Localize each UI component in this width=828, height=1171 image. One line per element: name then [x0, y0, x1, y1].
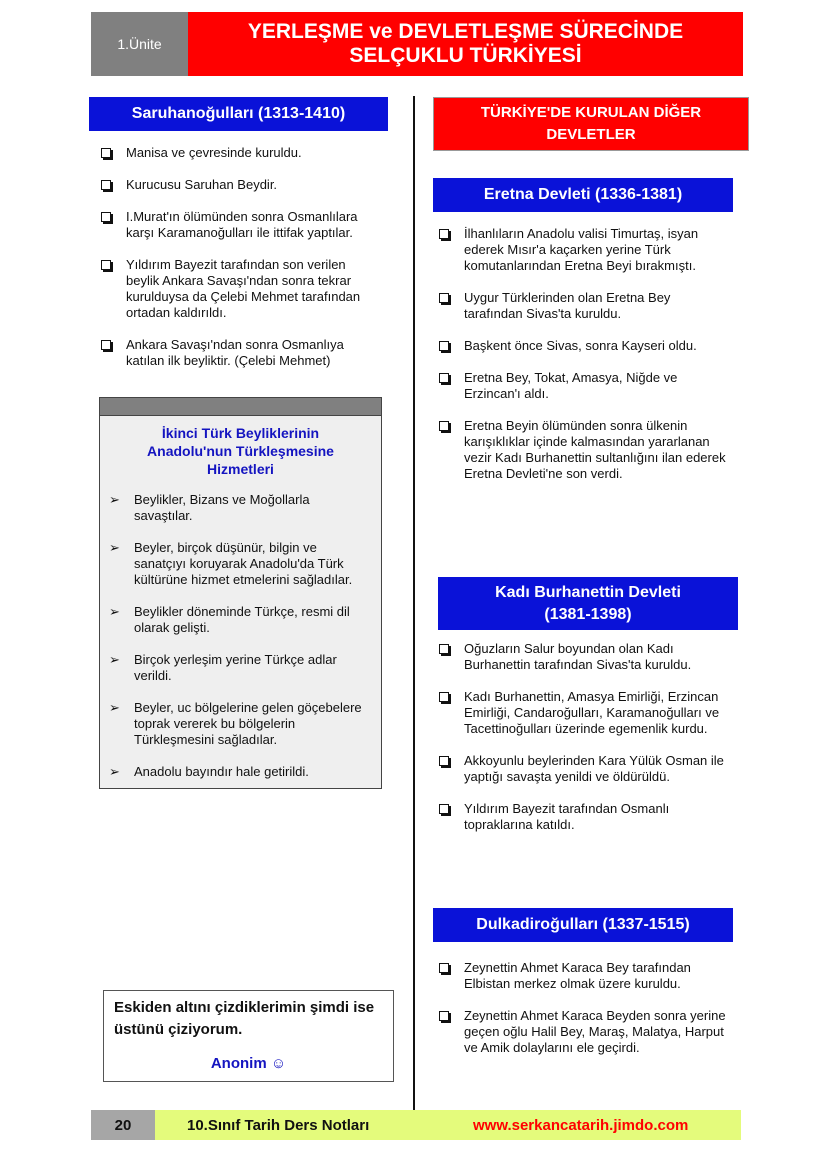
arrow-bullet-icon: ➢ [109, 764, 120, 779]
title-line-1: YERLEŞME ve DEVLETLEŞME SÜRECİNDE [247, 20, 684, 43]
kadi-title-2: (1381-1398) [544, 605, 632, 623]
list-item [430, 960, 730, 992]
checkbox-bullet-icon [439, 341, 449, 351]
kadi-heading [438, 577, 738, 630]
unit-label: 1.Ünite [91, 12, 188, 76]
services-heading: İkinci Türk Beyliklerinin Anadolu'nun Türkleşmesine Hizmetleri [147, 425, 334, 477]
list-item-text: Eretna Beyin ölümünden sonra ülkenin karışıklıklar içinde kalmasından yararlanan vezir Kadı Burhanettin sultanlığını ilan ederek Eretna Devleti'ne son verdi. [464, 418, 726, 481]
column-divider [413, 96, 415, 1111]
list-item-text: Beyler, uc bölgelerine gelen göçebelere toprak vererek bu bölgelerin Türkleşmesini sağladılar. [134, 700, 362, 747]
saruhan-heading: Saruhanoğulları (1313-1410) [89, 97, 388, 131]
list-item [430, 1008, 730, 1056]
list-item-text: Beylikler, Bizans ve Moğollarla savaştılar. [134, 492, 310, 523]
website-link[interactable]: www.serkancatarih.jimdo.com [473, 1117, 689, 1134]
list-item-text: Kadı Burhanettin, Amasya Emirliği, Erzincan Emirliği, Candaroğulları, Karamanoğulları ve Tacettinoğulları üzerinde egemenlik kurdu. [464, 689, 720, 736]
list-item [92, 209, 382, 241]
checkbox-bullet-icon [101, 148, 111, 158]
list-item-text: I.Murat'ın ölümünden sonra Osmanlılara karşı Karamanoğulları ile ittifak yaptılar. [126, 209, 358, 240]
list-item [430, 418, 730, 482]
list-item-text: Zeynettin Ahmet Karaca Bey tarafından Elbistan merkez olmak üzere kuruldu. [464, 960, 691, 991]
list-item [100, 764, 371, 780]
quote-author: Anonim ☺ [210, 1055, 287, 1072]
quote-box [103, 990, 394, 1082]
checkbox-bullet-icon [439, 644, 449, 654]
list-item [100, 652, 371, 684]
kadi-title-1: Kadı Burhanettin Devleti [495, 583, 681, 601]
eretna-list [430, 226, 730, 498]
list-item-text: Eretna Bey, Tokat, Amasya, Niğde ve Erzincan'ı aldı. [464, 370, 678, 401]
checkbox-bullet-icon [101, 180, 111, 190]
list-item [92, 257, 382, 321]
checkbox-bullet-icon [439, 804, 449, 814]
checkbox-bullet-icon [439, 373, 449, 383]
list-item [430, 801, 735, 833]
right-heading [433, 97, 749, 151]
kadi-list [430, 641, 735, 849]
list-item-text: Yıldırım Bayezit tarafından Osmanlı topraklarına katıldı. [464, 801, 670, 832]
list-item [100, 540, 371, 588]
list-item-text: Zeynettin Ahmet Karaca Beyden sonra yerine geçen oğlu Halil Bey, Maraş, Malatya, Harput ve Amik dolaylarını ele geçirdi. [464, 1008, 726, 1055]
checkbox-bullet-icon [439, 963, 449, 973]
arrow-bullet-icon: ➢ [109, 492, 120, 507]
arrow-bullet-icon: ➢ [109, 652, 120, 667]
list-item [100, 492, 371, 524]
list-item [92, 337, 382, 369]
list-item [430, 641, 735, 673]
list-item-text: Başkent önce Sivas, sonra Kayseri oldu. [464, 338, 697, 353]
list-item-text: Akkoyunlu beylerinden Kara Yülük Osman ile yaptığı savaşta yenildi ve öldürüldü. [464, 753, 724, 784]
eretna-heading: Eretna Devleti (1336-1381) [433, 178, 733, 212]
list-item-text: Manisa ve çevresinde kuruldu. [126, 145, 302, 160]
services-box [99, 397, 382, 789]
checkbox-bullet-icon [439, 421, 449, 431]
list-item-text: Yıldırım Bayezit tarafından son verilen beylik Ankara Savaşı'ndan sonra tekrar kurulduysa da Çelebi Mehmet tarafından ortadan kaldırıldı. [126, 257, 361, 320]
page-title [188, 12, 743, 76]
title-line-2: SELÇUKLU TÜRKİYESİ [349, 44, 582, 67]
checkbox-bullet-icon [439, 229, 449, 239]
arrow-bullet-icon: ➢ [109, 700, 120, 715]
list-item-text: Anadolu bayındır hale getirildi. [134, 764, 309, 779]
checkbox-bullet-icon [439, 293, 449, 303]
arrow-bullet-icon: ➢ [109, 604, 120, 619]
list-item-text: Kurucusu Saruhan Beydir. [126, 177, 278, 192]
quote-line-1: Eskiden altını çizdiklerimin şimdi ise [114, 999, 375, 1016]
list-item [430, 290, 730, 322]
list-item-text: Beylikler döneminde Türkçe, resmi dil olarak gelişti. [134, 604, 350, 635]
footer-bar [155, 1110, 741, 1140]
list-item [430, 226, 730, 274]
arrow-bullet-icon: ➢ [109, 540, 120, 555]
quote-line-2: üstünü çiziyorum. [114, 1021, 243, 1038]
list-item-text: Oğuzların Salur boyundan olan Kadı Burhanettin tarafından Sivas'ta kuruldu. [464, 641, 692, 672]
list-item [430, 370, 730, 402]
checkbox-bullet-icon [101, 212, 111, 222]
list-item-text: Beyler, birçok düşünür, bilgin ve sanatçıyı koruyarak Anadolu'da Türk kültürüne hizmet etmelerini sağladılar. [134, 540, 353, 587]
checkbox-bullet-icon [439, 692, 449, 702]
list-item-text: İlhanlıların Anadolu valisi Timurtaş, isyan ederek Mısır'a kaçarken yerine Türk komutanlarından Eretna Beyi bırakmıştı. [464, 226, 699, 273]
list-item [100, 700, 371, 748]
dulkadir-list [430, 960, 730, 1072]
list-item-text: Uygur Türklerinden olan Eretna Bey tarafından Sivas'ta kuruldu. [464, 290, 671, 321]
list-item [430, 753, 735, 785]
list-item-text: Birçok yerleşim yerine Türkçe adlar verildi. [134, 652, 337, 683]
list-item [430, 338, 730, 354]
checkbox-bullet-icon [439, 756, 449, 766]
checkbox-bullet-icon [101, 260, 111, 270]
list-item-text: Ankara Savaşı'ndan sonra Osmanlıya katılan ilk beyliktir. (Çelebi Mehmet) [126, 337, 344, 368]
course-name: 10.Sınıf Tarih Ders Notları [187, 1117, 370, 1134]
list-item [430, 689, 735, 737]
list-item [100, 604, 371, 636]
services-list [100, 492, 381, 780]
list-item [92, 177, 382, 193]
services-box-strip [100, 398, 381, 416]
checkbox-bullet-icon [101, 340, 111, 350]
page-number: 20 [91, 1110, 155, 1140]
checkbox-bullet-icon [439, 1011, 449, 1021]
dulkadir-heading: Dulkadiroğulları (1337-1515) [433, 908, 733, 942]
list-item [92, 145, 382, 161]
right-heading-text: TÜRKİYE'DE KURULAN DİĞER DEVLETLER [480, 104, 702, 143]
saruhan-list [92, 145, 382, 385]
